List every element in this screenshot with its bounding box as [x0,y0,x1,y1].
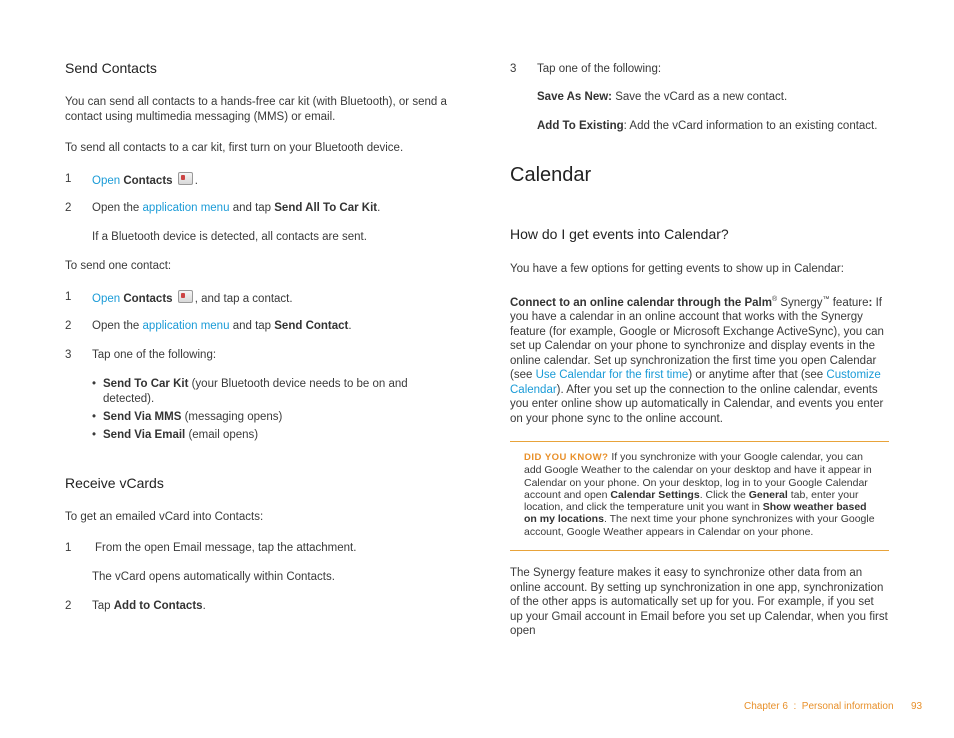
car-kit-intro: To send all contacts to a car kit, first turn on your Bluetooth device. [65,142,404,154]
step-1-number: 1 [65,173,72,185]
step-r1-note: The vCard opens automatically within Contacts. [92,571,335,583]
receive-intro: To get an emailed vCard into Contacts: [65,511,264,523]
connect-paragraph: Connect to an online calendar through the Palm® Synergy™ feature: If you have a calendar in an online account that works with the Synergy feature (for example, Google or Microsoft Exchange ActiveSync), you can set up Calendar on your phone to synchronize and display events in the online calendar. Set up synchronization the first time you open Calendar (see Use Calendar for the first time) or anytime after that (see Customize Calendar). After you set up the connection to the online calendar, events you enter online show up automatically in Calendar, and events you enter on your phone sync to the online account. [510,296,884,425]
bullet-send-via-email: • Send Via Email (email opens) [103,428,258,443]
step-t3-number: 3 [65,349,72,361]
bullet-send-via-mms: • Send Via MMS (messaging opens) [103,410,282,425]
did-you-know-box: DID YOU KNOW? If you synchronize with your Google calendar, you can add Google Weather to the calendar on your desktop and have it appear in Calendar on your phone. On your desktop, log in to your Google Calendar account and open Calendar Settings. Click the General tab, enter your location, and click the temperature unit you want in Show weather based on my locations. The next time your phone synchronizes with your Google account, Google Weather appears in Calendar on your phone. [524,451,875,538]
step-r2: Tap Add to Contacts. [92,600,206,612]
customize-calendar-link[interactable]: Customize Calendar [510,369,881,396]
step-2-note: If a Bluetooth device is detected, all contacts are sent. [92,231,367,243]
add-to-existing-option: Add To Existing: Add the vCard information to an existing contact. [537,120,878,132]
divider-top [510,441,889,442]
step-2: Open the application menu and tap Send All To Car Kit. [92,202,381,214]
calendar-heading: Calendar [510,164,592,186]
synergy-paragraph: The Synergy feature makes it easy to synchronize other data from an online account. By setting up synchronization in one app, synchronization of the other apps is automatically set up for you. For example, if you set up your Gmail account in Email before you set up Calendar, when you first open [510,567,888,637]
did-you-know-label: DID YOU KNOW? [524,452,609,463]
step-3: Tap one of the following: [537,63,662,75]
how-heading: How do I get events into Calendar? [510,226,729,242]
footer-chapter: Chapter 6 : Personal information [744,701,894,712]
step-r2-number: 2 [65,600,72,612]
step-t1: Open Contacts , and tap a contact. [92,290,293,307]
step-t1-number: 1 [65,291,72,303]
contacts-app-icon [178,290,193,303]
open-link[interactable]: Open [92,175,121,187]
receive-vcards-heading: Receive vCards [65,475,164,491]
step-2-number: 2 [65,202,72,214]
use-calendar-first-time-link[interactable]: Use Calendar for the first time [535,369,689,382]
step-t2: Open the application menu and tap Send Contact. [92,320,352,332]
one-contact-intro: To send one contact: [65,260,172,272]
contacts-app-icon [178,172,193,185]
intro-paragraph: You can send all contacts to a hands-free car kit (with Bluetooth), or send a contact using multimedia messaging (MMS) or email. [65,96,447,123]
divider-bottom [510,550,889,551]
step-r1-number: 1 [65,542,72,554]
application-menu-link[interactable]: application menu [142,202,230,214]
step-t2-number: 2 [65,320,72,332]
step-1: Open Contacts . [92,172,198,189]
open-link-2[interactable]: Open [92,293,121,305]
bullet-send-to-car-kit: • Send To Car Kit (your Bluetooth device needs to be on and detected). [103,377,423,406]
page-number: 93 [911,701,923,712]
step-t3: Tap one of the following: [92,349,217,361]
send-contacts-heading: Send Contacts [65,60,157,76]
application-menu-link-2[interactable]: application menu [142,320,230,332]
step-3-number: 3 [510,63,517,75]
step-r1: From the open Email message, tap the attachment. [95,542,357,554]
contacts-label: Contacts [123,175,173,187]
options-intro: You have a few options for getting events to show up in Calendar: [510,263,844,275]
save-as-new-option: Save As New: Save the vCard as a new contact. [537,91,788,103]
